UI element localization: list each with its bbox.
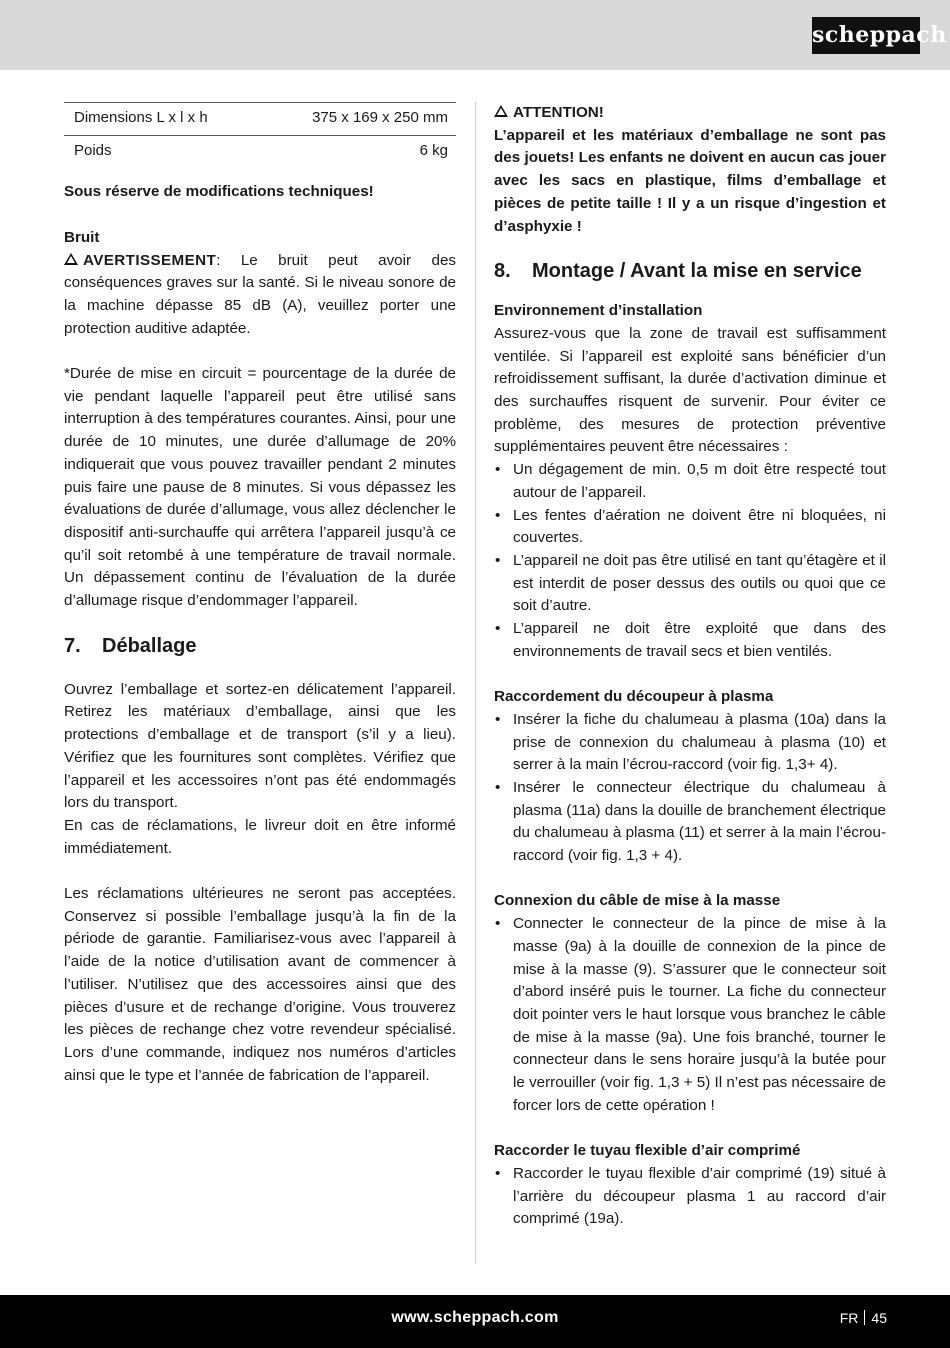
noise-warning xyxy=(64,250,456,341)
plasma-bullet-list xyxy=(494,709,886,868)
page-number: 45 xyxy=(871,1310,887,1326)
header-band xyxy=(0,0,950,70)
env-bullet-list xyxy=(494,459,886,663)
list-item: • Insérer le connecteur électrique du chalumeau à plasma (11a) dans la douille de branchement électrique du chalumeau à plasma (11) et serrer à la main l’écrou-raccord (voir fig. 1,3 + 4). xyxy=(494,777,886,868)
noise-heading: Bruit xyxy=(64,228,100,246)
env-paragraph: Assurez-vous que la zone de travail est suffisamment ventilée. Si l’appareil est exploité sans bénéficier d’un refroidissement suffisant, la durée d’activation diminue et des surchauffes risquent de survenir. Pour éviter ce problème, des mesures de protection préventive supplémentaires peuvent être nécessaires : xyxy=(494,324,886,456)
spec-row xyxy=(64,135,456,167)
list-item: • Les fentes d’aération ne doivent être ni bloquées, ni couvertes. xyxy=(494,505,886,550)
column-divider xyxy=(475,102,476,1264)
spec-value: 375 x 169 x 250 mm xyxy=(260,103,456,136)
unpack-paragraph-3: Les réclamations ultérieures ne seront pas acceptées. Conservez si possible l’emballage jusqu’à la fin de la période de garantie. Familiarisez-vous avec l’appareil à l’aide de la notice d’utilisation avant de commencer à l’utiliser. N’utilisez que des accessoires ainsi que des pièces d’usure et de rechange d’origine. Vous trouverez les pièces de rechange chez votre revendeur spécialisé. Lors d’une commande, indiquez nos numéros d’articles ainsi que le type et l’année de fabrication de l’appareil. xyxy=(64,885,456,1084)
spec-row xyxy=(64,103,456,136)
plasma-heading: Raccordement du découpeur à plasma xyxy=(494,688,774,706)
spec-table xyxy=(64,102,456,167)
list-item: • Insérer la fiche du chalumeau à plasma (10a) dans la prise de connexion du chalumeau à plasma (10) et serrer à la main l’écrou-raccord (voir fig. 1,3+ 4). xyxy=(494,709,886,777)
attention-text: L’appareil et les matériaux d’emballage ne sont pas des jouets! Les enfants ne doivent en aucun cas jouer avec les sacs en plastique, films d’emballage et pièces de petite taille ! Il y a un risque d’ingestion et d’asphyxie ! xyxy=(494,126,886,235)
warning-label: AVERTISSEMENT xyxy=(83,251,217,269)
footer-bar xyxy=(0,1295,950,1348)
ground-bullet-list xyxy=(494,913,886,1117)
list-item: • Connecter le connecteur de la pince de mise à la masse (9a) à la douille de connexion de la pince de mise à la masse (9). S’assurer que le connecteur soit d’abord inséré puis le tourner. La fiche du connecteur doit pointer vers le haut lorsque vous branchez le câble de mise à la masse (9a). Une fois branché, tourner le connecteur dans le sens horaire jusqu’à la butée pour le verrouiller (voir fig. 1,3 + 5) Il n’est pas nécessaire de forcer lors de cette opération ! xyxy=(494,913,886,1117)
attention-label-text: ATTENTION! xyxy=(513,104,604,121)
brand-logo: scheppach xyxy=(812,17,920,54)
list-item: • Raccorder le tuyau flexible d’air comprimé (19) situé à l’arrière du découpeur plasma 1 au raccord d’air comprimé (19a). xyxy=(494,1163,886,1231)
left-column xyxy=(64,102,456,1087)
spec-label: Dimensions L x l x h xyxy=(64,103,260,136)
warning-text: : Le bruit peut avoir des conséquences graves sur la santé. Si le niveau sonore de la machine dépasse 85 dB (A), veuillez porter une protection auditive adaptée. xyxy=(64,251,456,337)
language-code: FR xyxy=(839,1310,859,1326)
right-column xyxy=(494,102,886,1231)
air-heading: Raccorder le tuyau flexible d’air comprimé xyxy=(494,1142,801,1160)
section-title: Déballage xyxy=(102,634,197,657)
unpack-paragraph-1: Ouvrez l’emballage et sortez-en délicatement l’appareil. Retirez les matériaux d’emballage, ainsi que les protections d’emballage et de transport (s’il y a lieu). Vérifiez que les fournitures sont complètes. Vérifiez que l’appareil et les accessoires n’ont pas été endommagés lors du transport. xyxy=(64,680,456,812)
ground-heading: Connexion du câble de mise à la masse xyxy=(494,892,781,910)
section-number: 8. xyxy=(494,260,511,283)
attention-label xyxy=(494,102,886,125)
page-indicator xyxy=(840,1310,887,1326)
list-item: • L’appareil ne doit être exploité que dans des environnements de travail secs et bien ventilés. xyxy=(494,618,886,663)
section-7-heading xyxy=(64,631,456,661)
section-8-heading xyxy=(494,256,886,286)
website-link[interactable]: www.scheppach.com xyxy=(391,1309,559,1326)
list-item: • Un dégagement de min. 0,5 m doit être respecté tout autour de l’appareil. xyxy=(494,459,886,504)
section-title: Montage / Avant la mise en service xyxy=(532,260,862,283)
air-bullet-list xyxy=(494,1163,886,1231)
warning-triangle-icon xyxy=(64,253,78,265)
separator xyxy=(864,1310,865,1325)
section-number: 7. xyxy=(64,634,81,657)
duty-cycle-paragraph: *Durée de mise en circuit = pourcentage de la durée de vie pendant laquelle l’appareil peut être utilisé sans interruption à des températures courantes. Ainsi, pour une durée de 10 minutes, une durée d’allumage de 20% indiquerait que vous pouvez travailler pendant 2 minutes puis faire une pause de 8 minutes. Si vous dépassez les évaluations de durée d’allumage, vous allez déclencher le dispositif anti-surchauffe qui arrêtera l’appareil jusqu’à ce qu’il soit retombé à une température de travail normale. Un dépassement continu de l’évaluation de la durée d’allumage risque d’endommager l’appareil. xyxy=(64,365,456,610)
warning-triangle-icon xyxy=(494,105,508,117)
spec-label: Poids xyxy=(74,141,112,159)
reserve-note: Sous réserve de modifications techniques! xyxy=(64,183,374,201)
env-heading: Environnement d’installation xyxy=(494,302,703,320)
spec-value: 6 kg xyxy=(419,141,448,159)
list-item: • L’appareil ne doit pas être utilisé en tant qu’étagère et il est interdit de poser dessus des outils ou quoi que ce soit d’autre. xyxy=(494,550,886,618)
unpack-paragraph-2: En cas de réclamations, le livreur doit en être informé immédiatement. xyxy=(64,816,456,857)
